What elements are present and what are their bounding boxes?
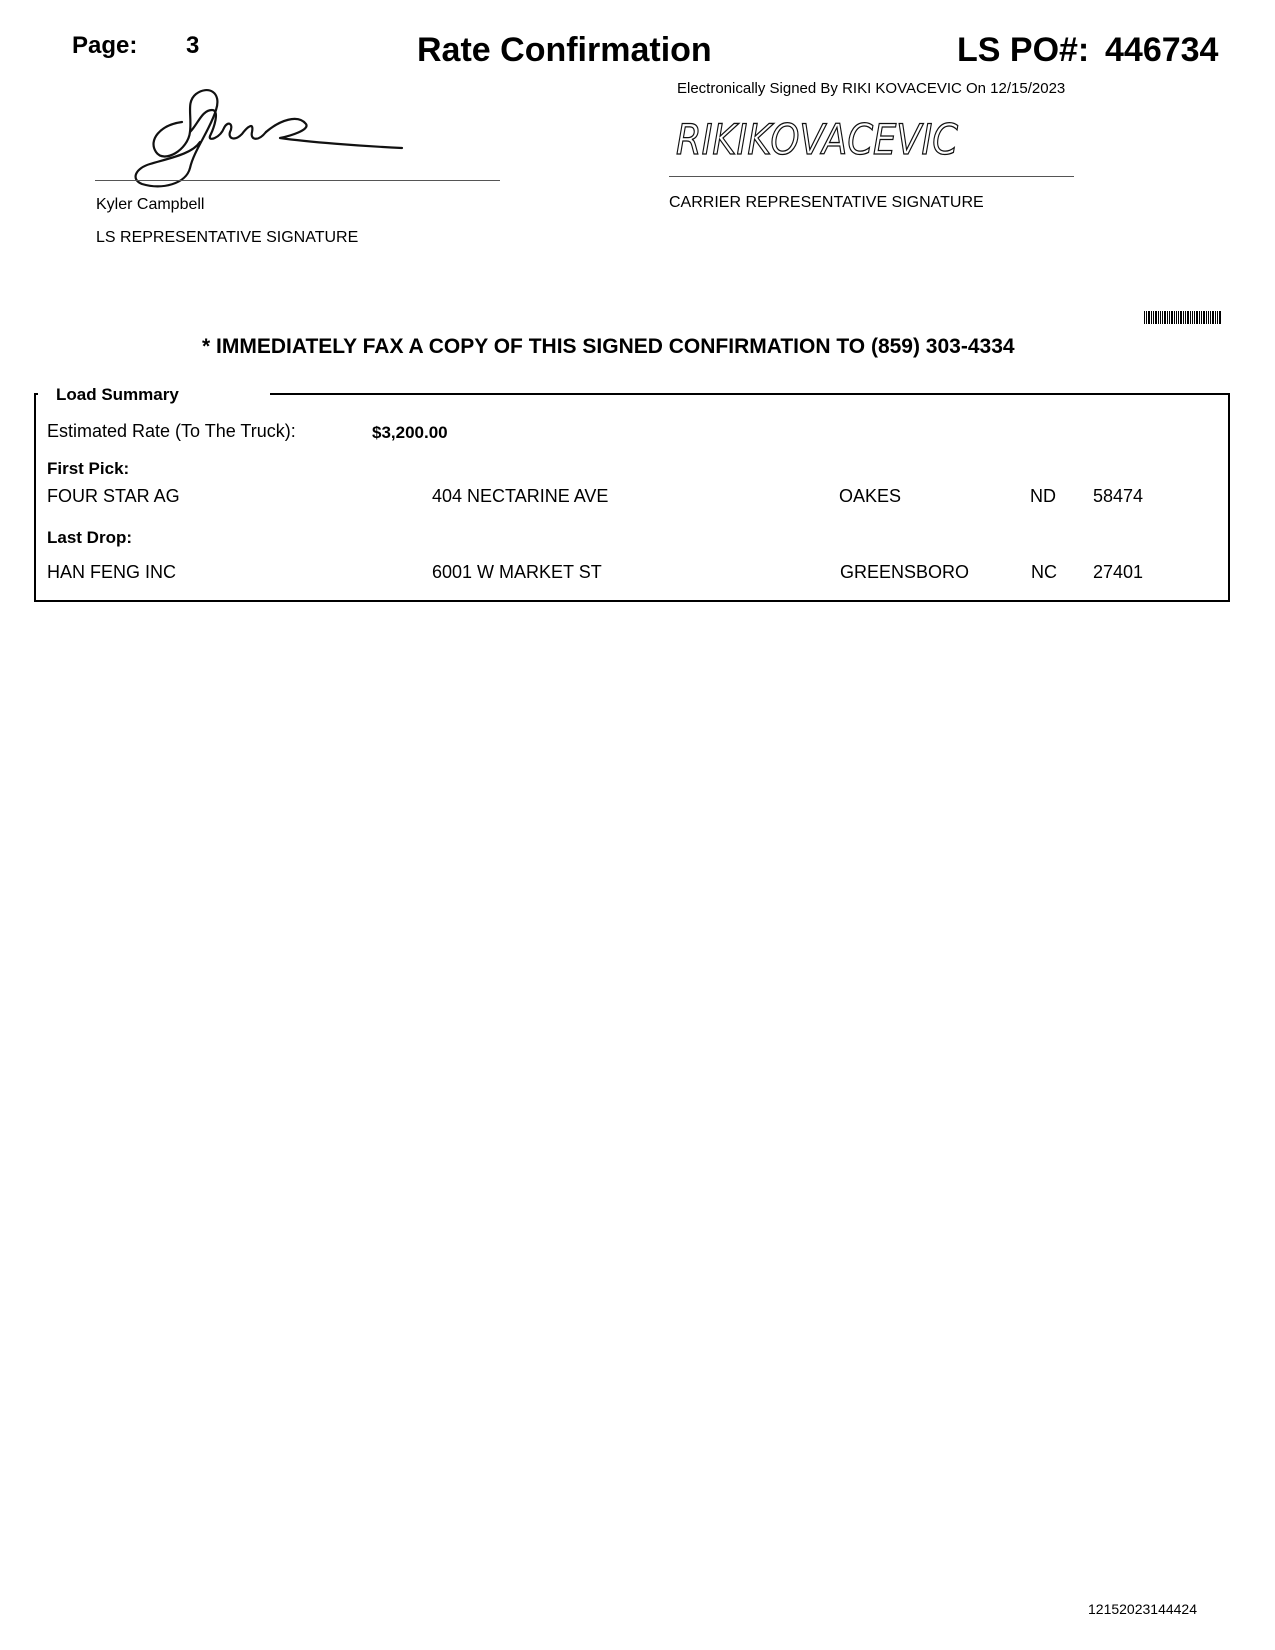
first-pick-city: OAKES [839, 486, 902, 506]
po-number: 446734 [1105, 31, 1219, 69]
svg-text:RIKIKOVACEVIC: RIKIKOVACEVIC [676, 115, 959, 164]
first-pick-name: FOUR STAR AG [47, 486, 180, 506]
first-pick-state: ND [1030, 486, 1056, 506]
ls-signature-line [95, 180, 500, 181]
last-drop-state: NC [1031, 562, 1057, 582]
barcode [1144, 311, 1222, 324]
fax-notice: * IMMEDIATELY FAX A COPY OF THIS SIGNED CONFIRMATION TO (859) 303-4334 [202, 335, 1015, 358]
ls-representative-label: LS REPRESENTATIVE SIGNATURE [96, 229, 359, 246]
ls-representative-name: Kyler Campbell [96, 196, 205, 213]
last-drop-name: HAN FENG INC [47, 562, 177, 582]
first-pick-label: First Pick: [47, 459, 130, 478]
electronic-signature-note: Electronically Signed By RIKI KOVACEVIC On 12/15/2023 [677, 80, 1066, 97]
ls-handwritten-signature [130, 80, 430, 195]
po-label: LS PO#: [957, 31, 1090, 69]
load-summary-title: Load Summary [40, 384, 189, 406]
page-label: Page: [72, 32, 138, 59]
first-pick-zip: 58474 [1093, 486, 1144, 506]
estimated-rate-value: $3,200.00 [372, 423, 448, 442]
last-drop-label: Last Drop: [47, 528, 132, 547]
carrier-representative-label: CARRIER REPRESENTATIVE SIGNATURE [669, 194, 984, 211]
last-drop-address: 6001 W MARKET ST [432, 562, 602, 582]
page-number: 3 [186, 32, 200, 59]
carrier-signature-line [669, 176, 1074, 177]
carrier-handwritten-signature [672, 110, 972, 170]
document-id: 12152023144424 [1088, 1601, 1198, 1617]
estimated-rate-label: Estimated Rate (To The Truck): [47, 421, 296, 441]
document-title: Rate Confirmation [417, 31, 712, 69]
first-pick-address: 404 NECTARINE AVE [432, 486, 609, 506]
last-drop-zip: 27401 [1093, 562, 1144, 582]
last-drop-city: GREENSBORO [840, 562, 970, 582]
